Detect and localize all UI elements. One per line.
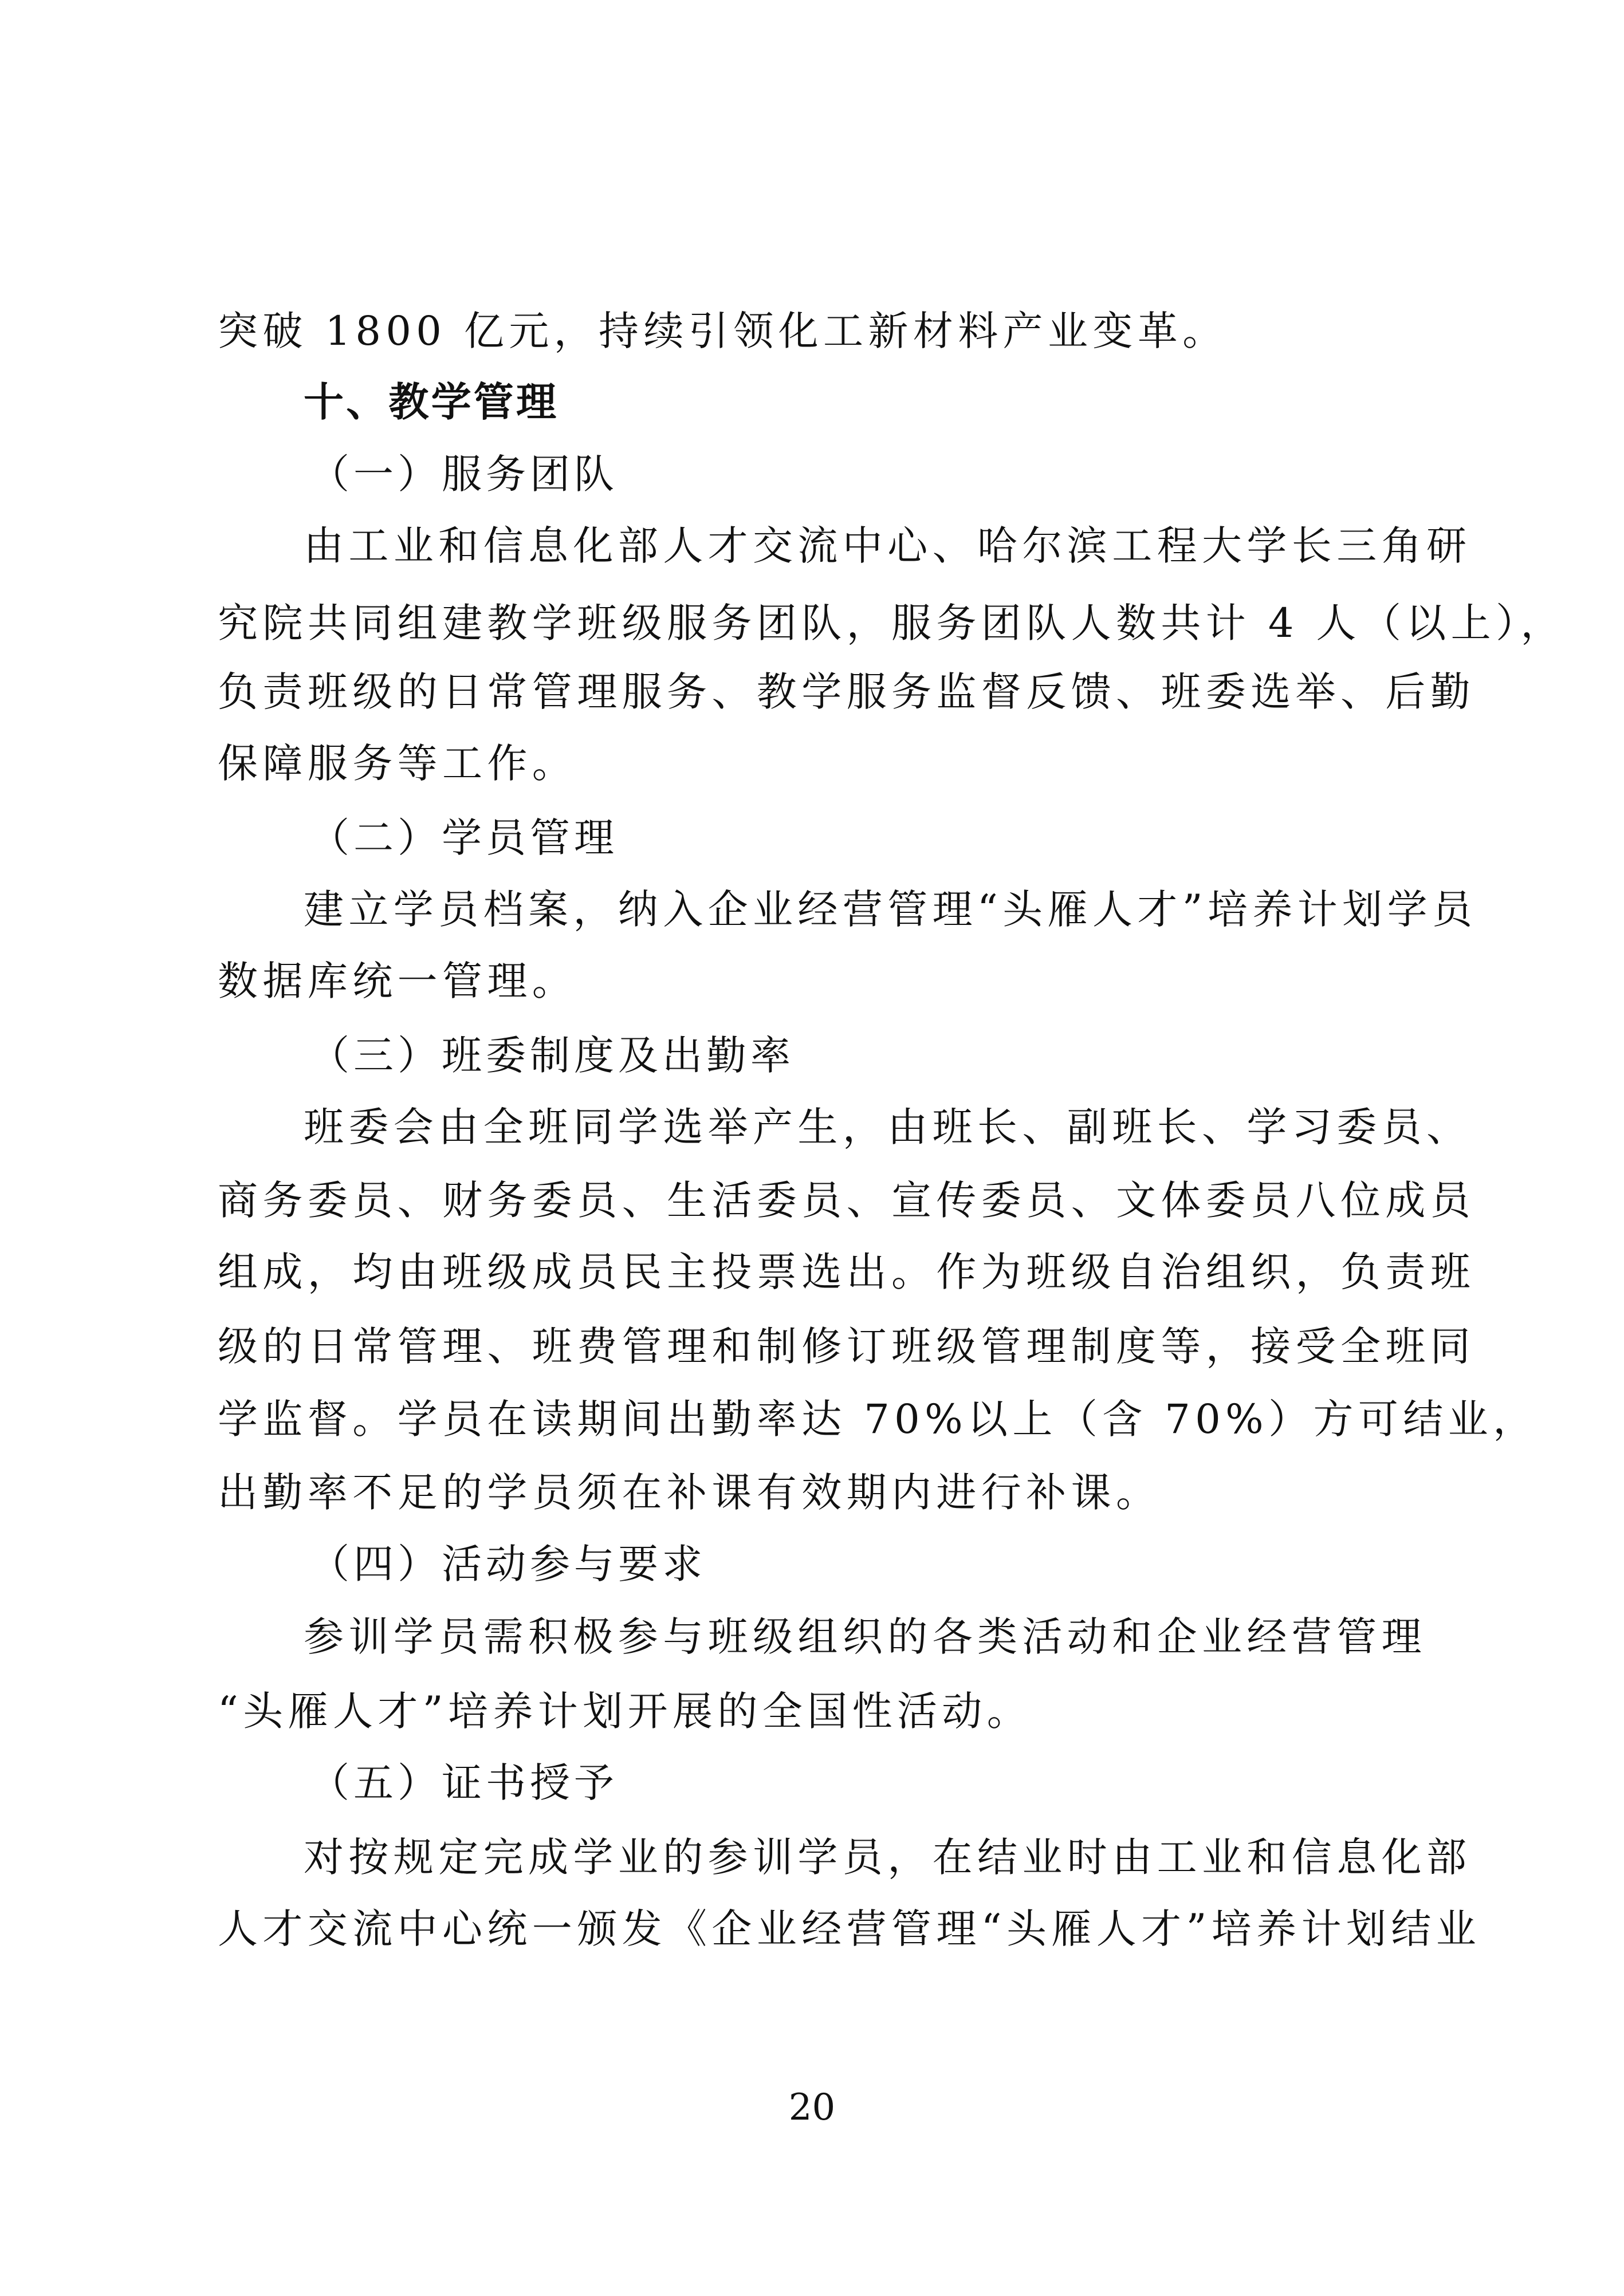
subsection-heading: （二）学员管理 [309,814,618,861]
subsection-heading: （三）班委制度及出勤率 [309,1032,795,1079]
paragraph-line: 建立学员档案，纳入企业经营管理“头雁人才”培养计划学员 [304,886,1477,933]
paragraph-line: “头雁人才”培养计划开展的全国性活动。 [218,1688,1032,1735]
paragraph-line: 对按规定完成学业的参训学员，在结业时由工业和信息化部 [304,1834,1472,1881]
subsection-heading: （五）证书授予 [309,1759,618,1806]
paragraph-line: 人才交流中心统一颁发《企业经营管理“头雁人才”培养计划结业 [218,1905,1481,1952]
subsection-heading: （一）服务团队 [309,451,618,498]
paragraph-line: 商务委员、财务委员、生活委员、宣传委员、文体委员八位成员 [218,1177,1476,1224]
paragraph-line: 负责班级的日常管理服务、教学服务监督反馈、班委选举、后勤 [218,668,1476,715]
paragraph-line: 保障服务等工作。 [218,740,577,787]
paragraph-line: 由工业和信息化部人才交流中心、哈尔滨工程大学长三角研 [304,522,1472,569]
paragraph-line: 级的日常管理、班费管理和制修订班级管理制度等，接受全班同 [218,1323,1476,1370]
paragraph-line: 出勤率不足的学员须在补课有效期内进行补课。 [218,1469,1161,1516]
page-number: 20 [788,2086,836,2129]
paragraph-line: 组成，均由班级成员民主投票选出。作为班级自治组织，负责班 [218,1249,1476,1295]
section-heading: 十、教学管理 [304,378,559,426]
paragraph-line: 数据库统一管理。 [218,958,577,1005]
paragraph-line: 突破 1800 亿元，持续引领化工新材料产业变革。 [218,308,1228,355]
subsection-heading: （四）活动参与要求 [309,1541,706,1588]
paragraph-line: 班委会由全班同学选举产生，由班长、副班长、学习委员、 [304,1104,1472,1151]
paragraph-line: 究院共同组建教学班级服务团队，服务团队人数共计 4 人（以上）， [218,600,1566,647]
paragraph-line: 参训学员需积极参与班级组织的各类活动和企业经营管理 [304,1613,1426,1660]
paragraph-line: 学监督。学员在读期间出勤率达 70%以上（含 70%）方可结业， [218,1396,1538,1443]
